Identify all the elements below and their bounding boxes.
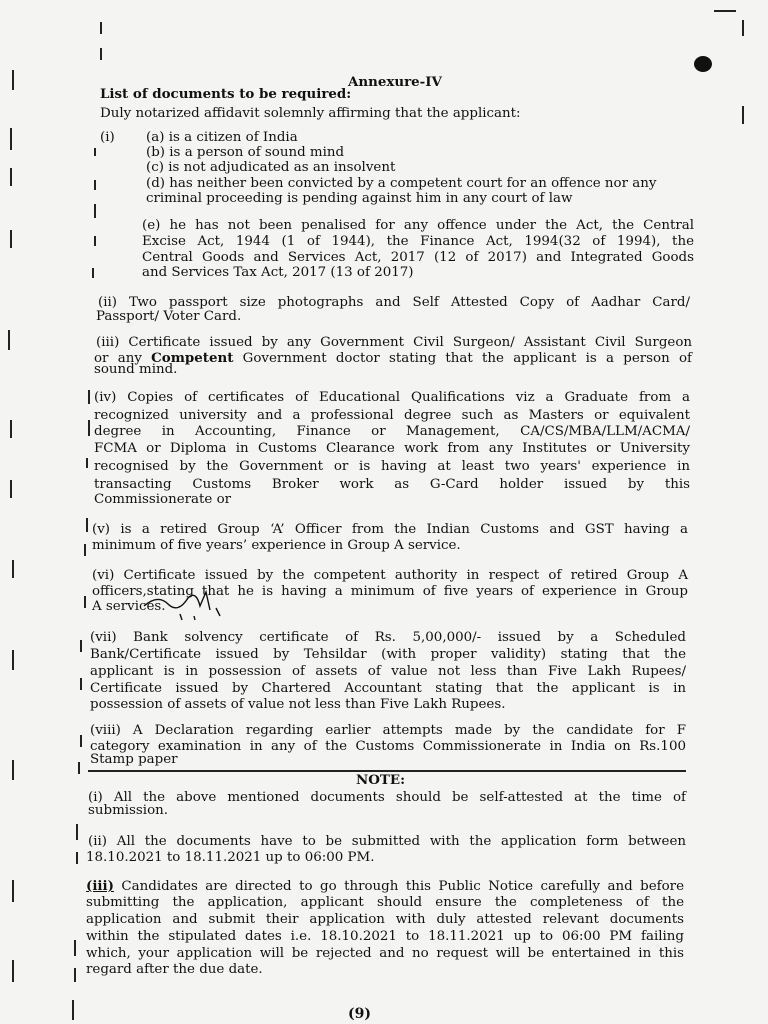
- scan-mark: [74, 940, 76, 956]
- handwritten-signature: [140, 576, 230, 622]
- scan-mark: [84, 544, 86, 556]
- item-viii-l3: Stamp paper: [90, 752, 178, 767]
- scan-mark: [10, 128, 12, 150]
- item-i-d1: (d) has neither been convicted by a competent court for an offence nor any: [146, 176, 657, 191]
- scan-mark: [94, 204, 96, 218]
- scan-mark: [88, 420, 90, 436]
- scan-mark: [80, 678, 82, 690]
- scan-mark: [12, 880, 14, 902]
- item-i-label: (i): [100, 130, 115, 145]
- scan-mark: [94, 148, 96, 156]
- scan-mark: [12, 560, 14, 578]
- item-ii-l2: Passport/ Voter Card.: [96, 309, 242, 324]
- item-iv-l6: transacting Customs Broker work as G-Card holder issued by this: [94, 477, 690, 492]
- item-iv-l4: FCMA or Diploma in Customs Clearance work from any Institutes or University: [94, 441, 690, 456]
- note-heading: NOTE:: [356, 772, 406, 788]
- scan-mark: [86, 518, 88, 532]
- item-vii-l4: Certificate issued by Chartered Accountant stating that the applicant is in: [90, 681, 686, 696]
- page-number: (9): [348, 1006, 371, 1022]
- scan-mark: [92, 268, 94, 278]
- item-vii-l3: applicant is in possession of assets of value not less than Five Lakh Rupees/: [90, 664, 686, 679]
- item-viii-l1: (viii) A Declaration regarding earlier attempts made by the candidate for F: [90, 723, 686, 738]
- note-i-l1: (i) All the above mentioned documents should be self-attested at the time of: [88, 790, 686, 805]
- scan-mark: [742, 20, 744, 36]
- scan-mark: [94, 236, 96, 246]
- note-i-l2: submission.: [88, 803, 169, 818]
- item-i-e2: Excise Act, 1944 (1 of 1944), the Finance Act, 1994(32 of 1994), the: [142, 234, 694, 249]
- item-iii-l2: or any Competent Government doctor stating that the applicant is a person of: [94, 350, 692, 366]
- item-i-a: (a) is a citizen of India: [146, 130, 298, 145]
- item-iii-l1: (iii) Certificate issued by any Government Civil Surgeon/ Assistant Civil Surgeon: [96, 335, 692, 350]
- scan-mark: [86, 458, 88, 468]
- punch-hole-mark: [694, 56, 712, 72]
- note-iii-l4: within the stipulated dates i.e. 18.10.2021 to 18.11.2021 up to 06:00 PM failing: [86, 929, 684, 944]
- scan-mark: [74, 968, 76, 982]
- item-i-d2: criminal proceeding is pending against him in any court of law: [146, 191, 573, 206]
- scan-mark: [100, 48, 102, 60]
- item-vii-l5: possession of assets of value not less than Five Lakh Rupees.: [90, 697, 506, 712]
- item-iv-l7: Commissionerate or: [94, 492, 232, 507]
- scan-mark: [100, 22, 102, 34]
- item-i-c: (c) is not adjudicated as an insolvent: [146, 160, 396, 175]
- note-ii-l2: 18.10.2021 to 18.11.2021 up to 06:00 PM.: [86, 850, 375, 865]
- scan-mark: [72, 1000, 74, 1020]
- scan-mark: [12, 760, 14, 780]
- note-iii-l1: (iii) Candidates are directed to go through this Public Notice carefully and before: [86, 878, 684, 894]
- scan-mark: [10, 420, 12, 438]
- scan-mark: [10, 480, 12, 498]
- item-vii-l2: Bank/Certificate issued by Tehsildar (with proper validity) stating that the: [90, 647, 686, 662]
- note-iii-l6: regard after the due date.: [86, 962, 263, 977]
- item-i-e3: Central Goods and Services Act, 2017 (12 of 2017) and Integrated Goods: [142, 250, 694, 265]
- item-vi-l1: (vi) Certificate issued by the competent authority in respect of retired Group A: [92, 568, 688, 583]
- scan-mark: [76, 852, 78, 864]
- note-iii-l3: application and submit their application with duly attested relevant documents: [86, 912, 684, 927]
- scan-mark: [12, 70, 14, 90]
- item-i-e4: and Services Tax Act, 2017 (13 of 2017): [142, 265, 414, 280]
- scan-mark: [84, 596, 86, 608]
- item-iv-l2: recognized university and a professional degree such as Masters or equivalent: [94, 408, 690, 423]
- item-v-l2: minimum of five years’ experience in Group A service.: [92, 538, 461, 553]
- scan-mark: [88, 390, 90, 404]
- item-viii-l2: category examination in any of the Customs Commissionerate in India on Rs.100: [90, 739, 686, 754]
- scan-mark: [76, 824, 78, 840]
- scan-mark: [80, 640, 82, 652]
- item-iv-l3: degree in Accounting, Finance or Management, CA/CS/MBA/LLM/ACMA/: [94, 424, 690, 439]
- scan-mark: [10, 168, 12, 186]
- scan-mark: [94, 180, 96, 190]
- scan-mark: [80, 735, 82, 747]
- note-ii-l1: (ii) All the documents have to be submitted with the application form between: [88, 834, 686, 849]
- item-vii-l1: (vii) Bank solvency certificate of Rs. 5,00,000/- issued by a Scheduled: [90, 630, 686, 645]
- annexure-title: Annexure-IV: [348, 74, 442, 90]
- item-v-l1: (v) is a retired Group ‘A’ Officer from the Indian Customs and GST having a: [92, 522, 688, 537]
- item-ii-l1: (ii) Two passport size photographs and Self Attested Copy of Aadhar Card/: [98, 295, 690, 310]
- scan-mark: [714, 10, 736, 12]
- item-i-e1: (e) he has not been penalised for any offence under the Act, the Central: [142, 218, 694, 233]
- scan-mark: [12, 650, 14, 670]
- item-vi-l3: A services.: [92, 599, 166, 614]
- intro-text: Duly notarized affidavit solemnly affirming that the applicant:: [100, 106, 521, 121]
- item-vi-l2: officers,stating that he is having a minimum of five years of experience in Group: [92, 584, 688, 599]
- scan-mark: [12, 960, 14, 982]
- list-heading: List of documents to be required:: [100, 86, 352, 102]
- scan-mark: [78, 762, 80, 774]
- item-iii-l3: sound mind.: [94, 362, 178, 377]
- scan-mark: [10, 230, 12, 248]
- item-iv-l1: (iv) Copies of certificates of Educational Qualifications viz a Graduate from a: [94, 390, 690, 405]
- item-i-b: (b) is a person of sound mind: [146, 145, 345, 160]
- note-iii-l5: which, your application will be rejected and no request will be entertained in this: [86, 946, 684, 961]
- item-iv-l5: recognised by the Government or is having at least two years' experience in: [94, 459, 690, 474]
- note-iii-l2: submitting the application, applicant should ensure the completeness of the: [86, 895, 684, 910]
- scan-mark: [8, 330, 10, 350]
- scan-mark: [742, 106, 744, 124]
